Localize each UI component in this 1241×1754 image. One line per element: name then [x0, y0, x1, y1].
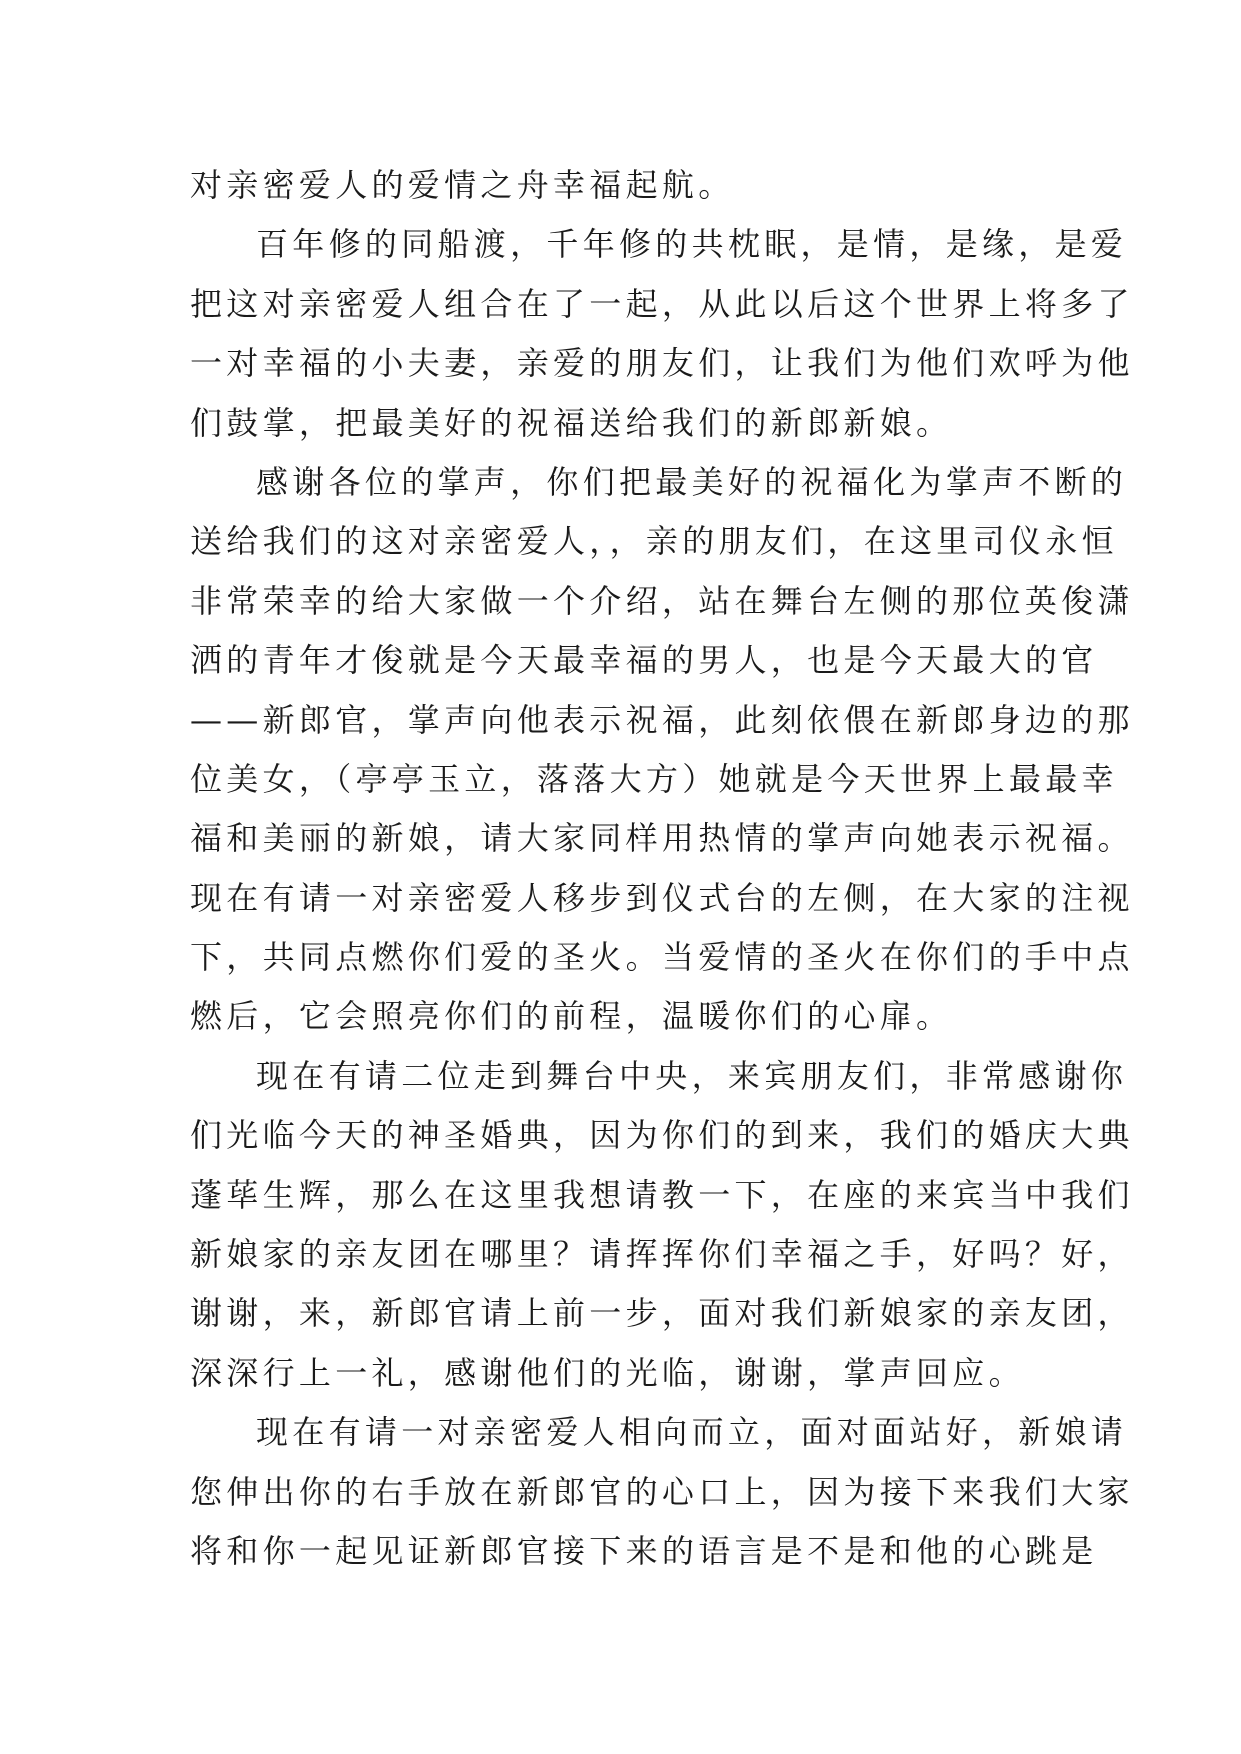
- text-line: 一对幸福的小夫妻，亲爱的朋友们，让我们为他们欢呼为他: [190, 344, 1134, 383]
- text-line: 谢谢，来，新郎官请上前一步，面对我们新娘家的亲友团，: [190, 1294, 1134, 1333]
- text-line: 将和你一起见证新郎官接下来的语言是不是和他的心跳是: [190, 1531, 1098, 1570]
- text-line: 非常荣幸的给大家做一个介绍，站在舞台左侧的那位英俊潇: [190, 581, 1134, 620]
- text-line: 新娘家的亲友团在哪里？请挥挥你们幸福之手，好吗？好，: [190, 1235, 1134, 1274]
- document-body: [190, 156, 1190, 1581]
- text-line: 位美女，（亭亭玉立，落落大方）她就是今天世界上最最幸: [190, 759, 1118, 798]
- paragraph-first-line: 现在有请二位走到舞台中央，来宾朋友们，非常感谢你: [256, 1056, 1128, 1095]
- paragraph-first-line: 感谢各位的掌声，你们把最美好的祝福化为掌声不断的: [256, 462, 1128, 501]
- text-line: 们光临今天的神圣婚典，因为你们的到来，我们的婚庆大典: [190, 1116, 1134, 1155]
- text-line: 下，共同点燃你们爱的圣火。当爱情的圣火在你们的手中点: [190, 938, 1134, 977]
- paragraph-first-line: 百年修的同船渡，千年修的共枕眠，是情，是缘，是爱: [256, 225, 1128, 264]
- text-line: 把这对亲密爱人组合在了一起，从此以后这个世界上将多了: [190, 284, 1134, 323]
- text-line: 现在有请一对亲密爱人移步到仪式台的左侧，在大家的注视: [190, 878, 1134, 917]
- text-line: ——新郎官，掌声向他表示祝福，此刻依偎在新郎身边的那: [190, 700, 1134, 739]
- text-line: 送给我们的这对亲密爱人，，亲的朋友们，在这里司仪永恒: [190, 522, 1118, 561]
- text-line: 洒的青年才俊就是今天最幸福的男人，也是今天最大的官: [190, 641, 1098, 680]
- text-line: 福和美丽的新娘，请大家同样用热情的掌声向她表示祝福。: [190, 819, 1134, 858]
- text-line: 们鼓掌，把最美好的祝福送给我们的新郎新娘。: [190, 403, 953, 442]
- text-line: 对亲密爱人的爱情之舟幸福起航。: [190, 166, 735, 204]
- text-line: 燃后，它会照亮你们的前程，温暖你们的心扉。: [190, 997, 953, 1036]
- paragraph-first-line: 现在有请一对亲密爱人相向而立，面对面站好，新娘请: [256, 1413, 1128, 1452]
- text-line: 深深行上一礼，感谢他们的光临，谢谢，掌声回应。: [190, 1353, 1025, 1392]
- text-line: 您伸出你的右手放在新郎官的心口上，因为接下来我们大家: [190, 1472, 1134, 1511]
- text-line: 蓬荜生辉，那么在这里我想请教一下，在座的来宾当中我们: [190, 1175, 1134, 1214]
